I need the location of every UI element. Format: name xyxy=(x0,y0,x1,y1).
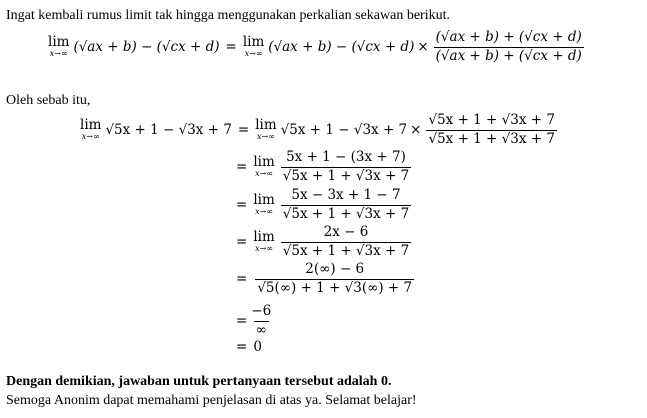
equals-sign: = xyxy=(225,39,237,56)
conclusion-text: Dengan demikian, jawaban untuk pertanyaan tersebut adalah 0. xyxy=(6,374,392,389)
equals-sign: = xyxy=(236,313,248,330)
step-3 xyxy=(236,225,413,259)
limit-operator: lim x→∞ xyxy=(253,228,275,254)
denominator: (√ax + b) + (√cx + d) xyxy=(435,47,582,64)
denominator: √5x + 1 + √3x + 7 xyxy=(282,205,410,222)
denominator: √5x + 1 + √3x + 7 xyxy=(282,167,410,184)
fraction xyxy=(281,225,411,259)
step-2 xyxy=(236,188,413,222)
times-sign: × xyxy=(410,122,422,139)
limit-operator: lim x→∞ xyxy=(242,33,265,59)
step-4 xyxy=(236,262,416,296)
denominator: ∞ xyxy=(255,321,267,338)
step-1 xyxy=(236,150,413,184)
numerator: 2(∞) − 6 xyxy=(305,261,365,277)
fraction xyxy=(281,188,411,222)
closing-text: Semoga Anonim dapat memahami penjelasan di atas ya. Selamat belajar! xyxy=(6,393,417,408)
times-sign: × xyxy=(417,39,429,56)
numerator: (√ax + b) + (√cx + d) xyxy=(435,29,582,45)
formula-2 xyxy=(80,113,559,147)
numerator: 5x + 1 − (3x + 7) xyxy=(286,149,406,165)
equals-sign: = xyxy=(236,234,248,251)
fraction xyxy=(281,150,411,184)
step-5 xyxy=(236,304,275,338)
numerator: 2x − 6 xyxy=(323,224,369,240)
formula-2-rhs: √5x + 1 − √3x + 7 xyxy=(280,122,408,139)
numerator: 5x − 3x + 1 − 7 xyxy=(291,187,401,203)
step-6 xyxy=(236,339,262,355)
formula-1-rhs: (√ax + b) − (√cx + d) xyxy=(268,39,415,56)
denominator: √5x + 1 + √3x + 7 xyxy=(282,242,410,259)
denominator: √5(∞) + 1 + √3(∞) + 7 xyxy=(257,279,413,296)
numerator: −6 xyxy=(251,303,272,319)
result-value: 0 xyxy=(253,339,262,355)
limit-operator: lim x→∞ xyxy=(253,153,275,179)
limit-operator: lim x→∞ xyxy=(255,116,277,142)
intro-text: Ingat kembali rumus limit tak hingga menggunakan perkalian sekawan berikut. xyxy=(6,8,450,23)
oleh-text: Oleh sebab itu, xyxy=(6,93,91,108)
equals-sign: = xyxy=(236,197,248,214)
limit-operator: lim x→∞ xyxy=(80,116,102,142)
limit-operator: lim x→∞ xyxy=(253,191,275,217)
fraction xyxy=(426,113,556,147)
formula-2-lhs: √5x + 1 − √3x + 7 xyxy=(105,122,232,139)
equals-sign: = xyxy=(236,159,248,176)
numerator: √5x + 1 + √3x + 7 xyxy=(428,112,555,128)
formula-1 xyxy=(48,30,586,64)
limit-operator: lim x→∞ xyxy=(48,33,70,59)
denominator: √5x + 1 + √3x + 7 xyxy=(428,130,555,147)
formula-1-lhs: (√ax + b) − (√cx + d) xyxy=(73,39,220,56)
fraction xyxy=(249,304,273,338)
equals-sign: = xyxy=(237,122,250,139)
fraction xyxy=(434,30,584,64)
equals-sign: = xyxy=(236,271,248,288)
fraction xyxy=(255,262,414,296)
equals-sign: = xyxy=(236,339,248,355)
